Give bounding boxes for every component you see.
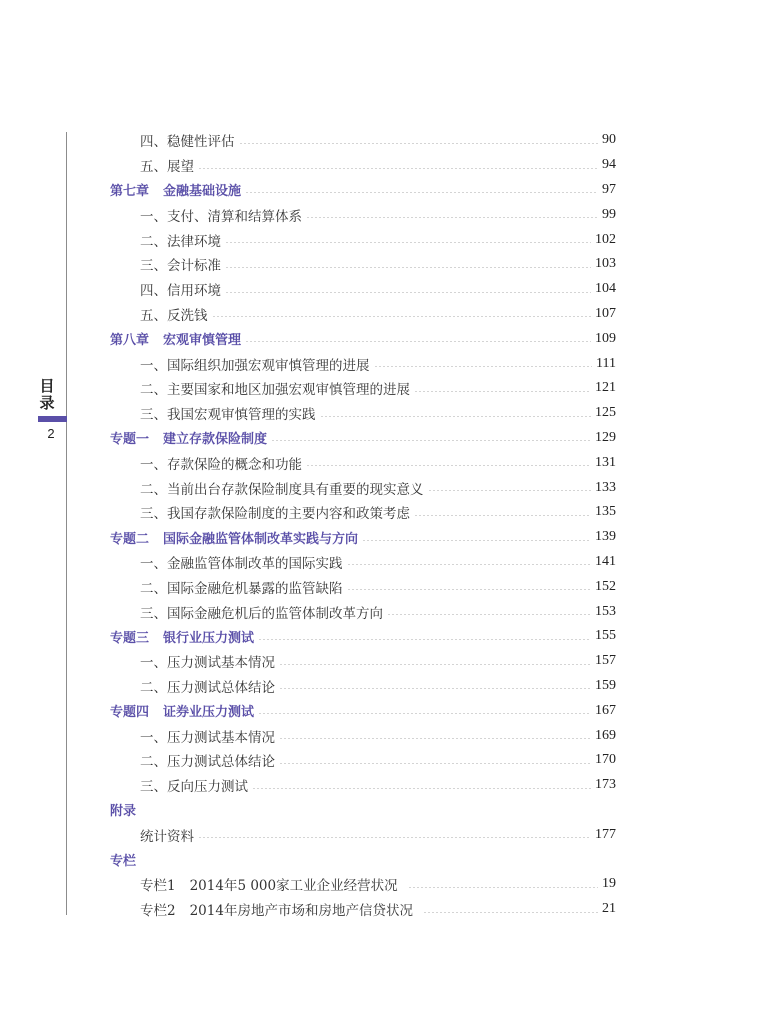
toc-entry-label (110, 329, 243, 348)
toc-entry-title: 二、压力测试总体结论 (140, 754, 275, 771)
dot-leader (320, 416, 592, 417)
toc-entry-label (110, 528, 360, 547)
toc-entry-label (110, 428, 269, 447)
dot-leader (408, 887, 598, 888)
toc-entry-title: 二、法律环境 (140, 233, 221, 250)
toc-page-number: 167 (595, 702, 616, 718)
toc-heading (110, 798, 616, 823)
dot-leader (258, 713, 591, 714)
toc-entry-label (110, 478, 426, 498)
toc-section-entry[interactable] (110, 723, 616, 748)
toc-page-number: 109 (595, 330, 616, 346)
toc-entry-label (110, 850, 138, 869)
toc-heading (110, 847, 616, 872)
toc-page-number: 107 (595, 305, 616, 321)
toc-entry-label (110, 453, 304, 473)
toc-entry-label (110, 750, 277, 770)
toc-chapter-entry[interactable] (110, 525, 616, 550)
toc-entry-number: 专栏1 (140, 878, 176, 895)
toc-entry-label (110, 577, 345, 597)
dot-leader (279, 664, 591, 665)
toc-section-entry[interactable] (110, 302, 616, 327)
toc-entry-label (110, 627, 256, 646)
dot-leader (414, 515, 591, 516)
toc-entry-label (110, 403, 318, 423)
toc-entry-title: 三、国际金融危机后的监管体制改革方向 (140, 605, 383, 622)
toc-entry-title: 一、压力测试基本情况 (140, 655, 275, 672)
toc-entry-title: 二、当前出台存款保险制度具有重要的现实意义 (140, 481, 424, 498)
dot-leader (212, 316, 592, 317)
toc-section-entry[interactable] (110, 227, 616, 252)
toc-page-number: 153 (595, 603, 616, 619)
dot-leader (279, 738, 591, 739)
toc-page-number: 133 (595, 479, 616, 495)
dot-leader (414, 391, 591, 392)
toc-box-entry[interactable] (110, 897, 616, 922)
toc-entry-title: 四、稳健性评估 (140, 134, 235, 151)
toc-section-entry[interactable] (110, 128, 616, 153)
dot-leader (347, 589, 592, 590)
toc-section-entry[interactable] (110, 351, 616, 376)
toc-page-number: 155 (595, 628, 616, 644)
toc-entry-label (110, 874, 400, 894)
toc-chapter-entry[interactable] (110, 326, 616, 351)
toc-entry-title: 一、存款保险的概念和功能 (140, 456, 302, 473)
table-of-contents (110, 128, 616, 922)
toc-entry-title: 2014年5 000家工业企业经营状况 (189, 878, 398, 895)
toc-chapter-entry[interactable] (110, 178, 616, 203)
dot-leader (362, 540, 591, 541)
toc-page-number: 141 (595, 553, 616, 569)
toc-entry-title: 三、反向压力测试 (140, 779, 248, 796)
toc-entry-title: 四、信用环境 (140, 283, 221, 300)
toc-page-number: 173 (595, 777, 616, 793)
toc-box-entry[interactable] (110, 872, 616, 897)
toc-entry-title: 一、支付、清算和结算体系 (140, 208, 302, 225)
toc-entry-label (110, 602, 385, 622)
dot-leader (245, 341, 591, 342)
toc-entry-label (110, 800, 138, 819)
dot-leader (428, 490, 592, 491)
toc-section-entry[interactable] (110, 202, 616, 227)
dot-leader (279, 763, 591, 764)
toc-entry-title: 三、我国存款保险制度的主要内容和政策考虑 (140, 506, 410, 523)
toc-entry-label (110, 205, 304, 225)
toc-page-number: 19 (602, 876, 616, 892)
toc-entry-label (110, 726, 277, 746)
toc-page-number: 94 (602, 157, 616, 173)
toc-entry-label (110, 180, 243, 199)
toc-page-number: 97 (602, 181, 616, 197)
toc-page-number: 99 (602, 206, 616, 222)
toc-entry-title: 附录 (110, 804, 137, 820)
dot-leader (225, 292, 591, 293)
toc-entry-title: 统计资料 (140, 828, 194, 845)
toc-entry-label (110, 230, 223, 250)
side-label-top: 目 (39, 377, 55, 395)
toc-section-entry[interactable] (110, 822, 616, 847)
toc-page-number: 169 (595, 727, 616, 743)
dot-leader (225, 267, 591, 268)
toc-entry-title: 建立存款保险制度 (163, 432, 268, 448)
toc-page-number: 21 (602, 901, 616, 917)
toc-entry-label (110, 825, 196, 845)
toc-entry-label (110, 502, 412, 522)
toc-section-entry[interactable] (110, 401, 616, 426)
toc-entry-title: 三、我国宏观审慎管理的实践 (140, 407, 316, 424)
dot-leader (258, 639, 591, 640)
toc-chapter-entry[interactable] (110, 698, 616, 723)
toc-entry-label (110, 899, 415, 919)
toc-page-number: 103 (595, 256, 616, 272)
toc-page-number: 131 (595, 454, 616, 470)
toc-entry-label (110, 130, 237, 150)
toc-section-entry[interactable] (110, 500, 616, 525)
toc-entry-label (110, 775, 250, 795)
toc-entry-label (110, 378, 412, 398)
dot-leader (239, 143, 599, 144)
toc-section-entry[interactable] (110, 550, 616, 575)
toc-entry-title: 金融基础设施 (163, 184, 242, 200)
toc-section-entry[interactable] (110, 475, 616, 500)
toc-entry-title: 银行业压力测试 (163, 630, 255, 646)
toc-entry-title: 证券业压力测试 (163, 705, 255, 721)
toc-entry-number: 第八章 (110, 333, 150, 349)
dot-leader (198, 837, 591, 838)
toc-entry-label (110, 701, 256, 720)
toc-section-entry[interactable] (110, 674, 616, 699)
toc-entry-label (110, 279, 223, 299)
toc-page-number: 104 (595, 281, 616, 297)
margin-rule (66, 132, 67, 915)
toc-section-entry[interactable] (110, 649, 616, 674)
toc-page-number: 121 (595, 380, 616, 396)
toc-section-entry[interactable] (110, 773, 616, 798)
toc-entry-label (110, 552, 345, 572)
dot-leader (347, 564, 592, 565)
toc-entry-number: 专栏2 (140, 903, 176, 920)
dot-leader (306, 465, 591, 466)
toc-entry-title: 一、压力测试基本情况 (140, 729, 275, 746)
toc-page-number: 139 (595, 529, 616, 545)
toc-entry-title: 二、国际金融危机暴露的监管缺陷 (140, 580, 343, 597)
toc-chapter-entry[interactable] (110, 426, 616, 451)
dot-leader (225, 242, 591, 243)
toc-page-number: 111 (596, 355, 616, 371)
toc-entry-label (110, 651, 277, 671)
toc-entry-title: 二、主要国家和地区加强宏观审慎管理的进展 (140, 382, 410, 399)
toc-entry-title: 一、金融监管体制改革的国际实践 (140, 555, 343, 572)
page-number: 2 (47, 426, 55, 441)
toc-section-entry[interactable] (110, 153, 616, 178)
toc-entry-title: 二、压力测试总体结论 (140, 679, 275, 696)
dot-leader (279, 688, 591, 689)
toc-page-number: 129 (595, 429, 616, 445)
toc-page-number: 125 (595, 405, 616, 421)
dot-leader (387, 614, 591, 615)
side-section-label (36, 378, 58, 412)
dot-leader (198, 168, 598, 169)
toc-entry-label (110, 676, 277, 696)
toc-entry-title: 一、国际组织加强宏观审慎管理的进展 (140, 357, 370, 374)
dot-leader (271, 440, 591, 441)
toc-page-number: 135 (595, 504, 616, 520)
toc-page-number: 159 (595, 677, 616, 693)
toc-entry-title: 三、会计标准 (140, 258, 221, 275)
toc-section-entry[interactable] (110, 748, 616, 773)
toc-page-number: 102 (595, 231, 616, 247)
toc-entry-title: 五、反洗钱 (140, 307, 208, 324)
toc-entry-label (110, 155, 196, 175)
toc-page-number: 157 (595, 653, 616, 669)
toc-entry-label (110, 354, 372, 374)
toc-page-number: 177 (595, 826, 616, 842)
side-label-bottom: 录 (39, 394, 55, 412)
toc-entry-title: 2014年房地产市场和房地产信贷状况 (189, 903, 413, 920)
toc-section-entry[interactable] (110, 376, 616, 401)
toc-page-number: 152 (595, 578, 616, 594)
toc-section-entry[interactable] (110, 574, 616, 599)
toc-entry-number: 专题四 (110, 705, 150, 721)
dot-leader (306, 217, 598, 218)
toc-entry-title: 专栏 (110, 854, 137, 869)
toc-section-entry[interactable] (110, 450, 616, 475)
toc-entry-number: 专题三 (110, 630, 150, 646)
side-accent-bar (38, 416, 67, 422)
toc-section-entry[interactable] (110, 599, 616, 624)
toc-entry-number: 专题二 (110, 531, 150, 547)
toc-entry-number: 专题一 (110, 432, 150, 448)
toc-entry-label (110, 304, 210, 324)
toc-page-number: 90 (602, 132, 616, 148)
toc-section-entry[interactable] (110, 277, 616, 302)
toc-entry-title: 五、展望 (140, 159, 194, 176)
toc-entry-label (110, 254, 223, 274)
dot-leader (374, 366, 593, 367)
dot-leader (252, 788, 591, 789)
toc-section-entry[interactable] (110, 252, 616, 277)
dot-leader (245, 192, 598, 193)
toc-entry-title: 国际金融监管体制改革实践与方向 (163, 531, 359, 547)
toc-entry-number: 第七章 (110, 184, 150, 200)
toc-page-number: 170 (595, 752, 616, 768)
toc-entry-title: 宏观审慎管理 (163, 333, 242, 349)
dot-leader (423, 912, 598, 913)
toc-chapter-entry[interactable] (110, 624, 616, 649)
